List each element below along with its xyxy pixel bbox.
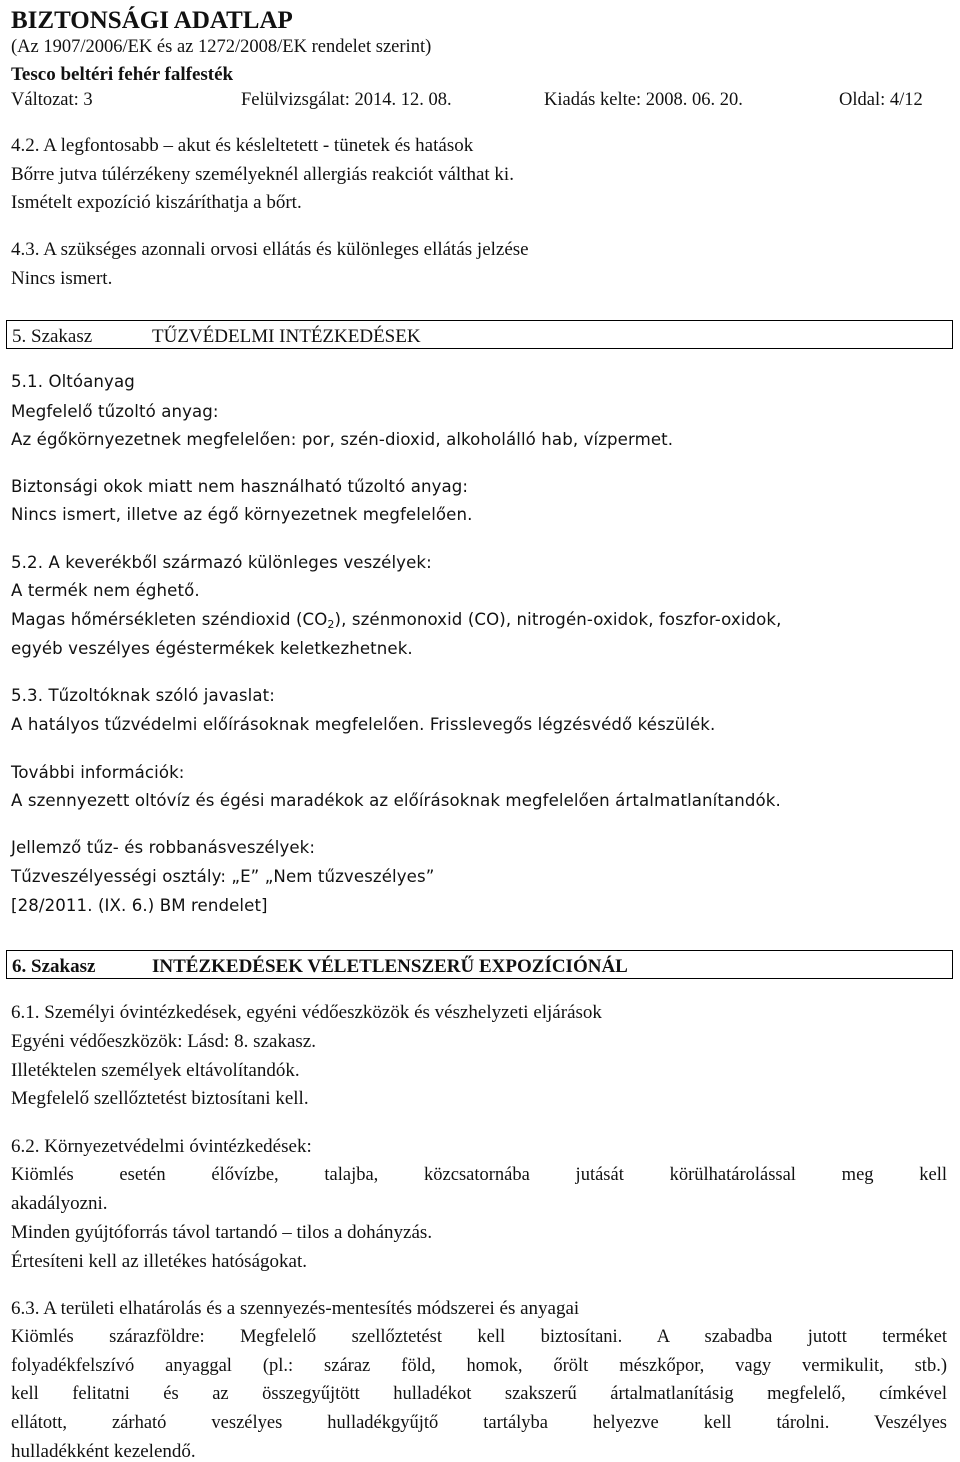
heading-4-3: 4.3. A szükséges azonnali orvosi ellátás és különleges ellátás jelzése bbox=[11, 239, 529, 260]
section-6-number: 6. Szakasz bbox=[12, 956, 96, 977]
text-5-2-line1: A termék nem éghető. bbox=[11, 581, 200, 600]
document-title: BIZTONSÁGI ADATLAP bbox=[11, 7, 293, 34]
version-label: Változat: 3 bbox=[11, 90, 93, 110]
text-6-2-line3: Minden gyújtóforrás távol tartandó – tilos a dohányzás. bbox=[11, 1222, 433, 1243]
text-5-3-line6: [28/2011. (IX. 6.) BM rendelet] bbox=[11, 896, 268, 915]
heading-5-3: 5.3. Tűzoltóknak szóló javaslat: bbox=[11, 686, 275, 705]
text-6-3-line3: kell felitatni és az összegyűjtött hulladékot szakszerű ártalmatlanításig megfelelő, címkével bbox=[11, 1384, 947, 1404]
text-6-3-line5: hulladékként kezelendő. bbox=[11, 1441, 196, 1462]
text-6-1-line1: Egyéni védőeszközök: Lásd: 8. szakasz. bbox=[11, 1031, 316, 1052]
text-4-2-line1: Bőrre jutva túlérzékeny személyeknél allergiás reakciót válthat ki. bbox=[11, 164, 514, 185]
text-6-1-line2: Illetéktelen személyek eltávolítandók. bbox=[11, 1060, 300, 1081]
section-5-header bbox=[6, 320, 953, 349]
text-6-3-line1: Kiömlés szárazföldre: Megfelelő szellőztetést kell biztosítani. A szabadba jutott terméket bbox=[11, 1327, 947, 1347]
heading-6-3: 6.3. A területi elhatárolás és a szennyezés-mentesítés módszerei és anyagai bbox=[11, 1298, 580, 1319]
text-6-2-line2: akadályozni. bbox=[11, 1193, 108, 1214]
section-6-title: INTÉZKEDÉSEK VÉLETLENSZERŰ EXPOZÍCIÓNÁL bbox=[152, 956, 628, 977]
regulation-reference: (Az 1907/2006/EK és az 1272/2008/EK rendelet szerint) bbox=[11, 37, 432, 57]
section-6-header bbox=[6, 950, 953, 979]
heading-6-2: 6.2. Környezetvédelmi óvintézkedések: bbox=[11, 1136, 312, 1157]
text-6-2-line4: Értesíteni kell az illetékes hatóságokat. bbox=[11, 1251, 307, 1272]
text-5-1-line4: Nincs ismert, illetve az égő környezetnek megfelelően. bbox=[11, 505, 473, 524]
text-6-1-line3: Megfelelő szellőztetést biztosítani kell. bbox=[11, 1088, 309, 1109]
text-5-3-line1: A hatályos tűzvédelmi előírásoknak megfelelően. Frisslevegős légzésvédő készülék. bbox=[11, 715, 716, 734]
text-4-3-line1: Nincs ismert. bbox=[11, 268, 113, 289]
page-number: Oldal: 4/12 bbox=[839, 90, 923, 110]
heading-5-1: 5.1. Oltóanyag bbox=[11, 372, 135, 391]
text-6-3-line2: folyadékfelszívó anyaggal (pl.: száraz föld, homok, őrölt mészkőpor, vagy vermikulit, stb.) bbox=[11, 1355, 947, 1376]
heading-6-1: 6.1. Személyi óvintézkedések, egyéni védőeszközök és vészhelyzeti eljárások bbox=[11, 1002, 602, 1023]
heading-5-2: 5.2. A keverékből származó különleges veszélyek: bbox=[11, 553, 432, 572]
issue-date: Kiadás kelte: 2008. 06. 20. bbox=[544, 90, 743, 110]
text-5-3-line2: További információk: bbox=[11, 763, 185, 782]
text-5-1-line3: Biztonsági okok miatt nem használható tűzoltó anyag: bbox=[11, 477, 469, 496]
text-5-3-line4: Jellemző tűz- és robbanásveszélyek: bbox=[11, 838, 316, 857]
text-5-3-line5: Tűzveszélyességi osztály: „E” „Nem tűzveszélyes” bbox=[11, 867, 435, 886]
section-5-title: TŰZVÉDELMI INTÉZKEDÉSEK bbox=[152, 326, 421, 347]
paragraph-6-2 bbox=[11, 1166, 947, 1185]
text-5-2-line2: Magas hőmérsékleten széndioxid $(CO_2)$, szénmonoxid (CO), nitrogén-oxidok, foszfor-oxidok, bbox=[11, 610, 782, 631]
section-5-number: 5. Szakasz bbox=[12, 326, 93, 347]
paragraph-6-3 bbox=[11, 1328, 947, 1442]
heading-4-2: 4.2. A legfontosabb – akut és késleltetett - tünetek és hatások bbox=[11, 135, 474, 156]
text-6-2-line1: Kiömlés esetén élővízbe, talajba, közcsatornába jutását körülhatárolással meg kell bbox=[11, 1165, 947, 1185]
text-5-1-line2: Az égőkörnyezetnek megfelelően: por, szén-dioxid, alkoholálló hab, vízpermet. bbox=[11, 430, 674, 449]
revision-date: Felülvizsgálat: 2014. 12. 08. bbox=[241, 90, 452, 110]
text-5-1-line1: Megfelelő tűzoltó anyag: bbox=[11, 402, 219, 421]
product-name: Tesco beltéri fehér falfesték bbox=[11, 64, 234, 85]
text-5-2-line3: egyéb veszélyes égéstermékek keletkezhetnek. bbox=[11, 639, 413, 658]
text-5-3-line3: A szennyezett oltóvíz és égési maradékok az előírásoknak megfelelően ártalmatlanítandók. bbox=[11, 791, 781, 810]
text-4-2-line2: Ismételt expozíció kiszáríthatja a bőrt. bbox=[11, 192, 302, 213]
text-6-3-line4: ellátott, zárható veszélyes hulladékgyűjtő tartályba helyezve kell tárolni. Veszélyes bbox=[11, 1412, 947, 1433]
